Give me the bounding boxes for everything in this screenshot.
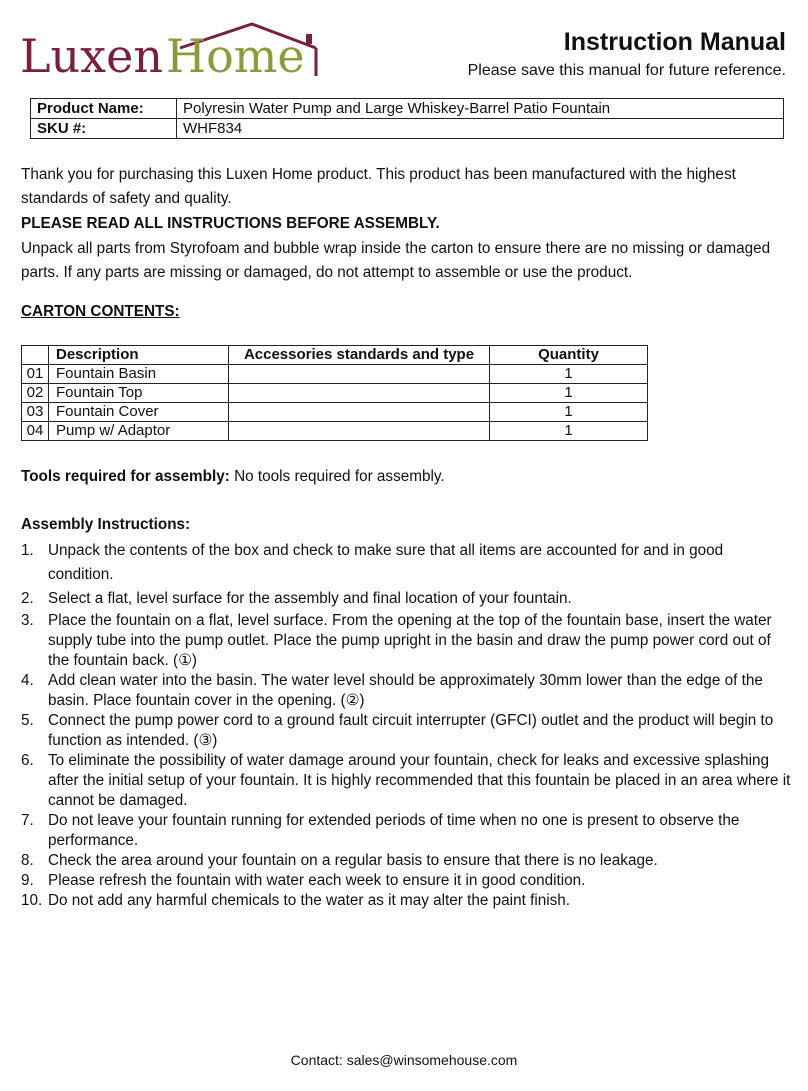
step-number: 1.	[21, 542, 34, 559]
step-number: 10.	[21, 892, 43, 909]
carton-contents-table	[21, 345, 648, 441]
row-accessories	[229, 365, 490, 384]
row-accessories	[229, 403, 490, 422]
step-text: Select a flat, level surface for the assembly and final location of your fountain.	[48, 590, 572, 607]
step-text: To eliminate the possibility of water damage around your fountain, check for leaks and excessive splashing after the initial setup of your fountain. It is highly recommended that this fountain be placed in an area where it cannot be damaged.	[48, 752, 791, 809]
carton-heading: CARTON CONTENTS:	[21, 303, 180, 320]
list-item	[21, 587, 791, 611]
row-number: 03	[22, 403, 49, 422]
footer-contact: Contact: sales@winsomehouse.com	[290, 1052, 518, 1068]
column-header-quantity: Quantity	[490, 346, 648, 365]
table-header-row	[22, 346, 648, 365]
sku-row	[31, 119, 784, 139]
product-name-row	[31, 99, 784, 119]
sku-value: WHF834	[177, 119, 784, 139]
step-number: 3.	[21, 612, 34, 629]
row-quantity: 1	[490, 384, 648, 403]
logo-text-home: Home	[166, 29, 305, 83]
row-accessories	[229, 422, 490, 441]
row-number: 01	[22, 365, 49, 384]
tools-label: Tools required for assembly:	[21, 468, 230, 485]
row-number: 04	[22, 422, 49, 441]
row-quantity: 1	[490, 365, 648, 384]
step-text: Do not add any harmful chemicals to the water as it may alter the paint finish.	[48, 892, 571, 909]
intro-unpack: Unpack all parts from Styrofoam and bubble wrap inside the carton to ensure there are no missing or damaged parts. If any parts are missing or damaged, do not attempt to assemble or use the product.	[21, 240, 771, 281]
table-row	[22, 365, 648, 384]
intro-thanks: Thank you for purchasing this Luxen Home product. This product has been manufactured with the highest standards of safety and quality.	[21, 166, 736, 207]
manual-subtitle: Please save this manual for future reference.	[467, 62, 786, 79]
column-header-number	[22, 346, 49, 365]
assembly-heading: Assembly Instructions:	[21, 516, 191, 533]
row-description: Pump w/ Adaptor	[49, 422, 229, 441]
tools-text: No tools required for assembly.	[229, 468, 445, 485]
assembly-steps-list	[21, 539, 791, 911]
step-text: Connect the pump power cord to a ground fault circuit interrupter (GFCI) outlet and the product will begin to function as intended. (③)	[48, 712, 774, 749]
list-item	[21, 611, 791, 671]
intro-warning: PLEASE READ ALL INSTRUCTIONS BEFORE ASSEMBLY.	[21, 215, 440, 232]
step-number: 5.	[21, 712, 34, 729]
list-item	[21, 751, 791, 811]
row-quantity: 1	[490, 403, 648, 422]
column-header-description: Description	[49, 346, 229, 365]
step-number: 9.	[21, 872, 34, 889]
table-row	[22, 403, 648, 422]
step-number: 4.	[21, 672, 34, 689]
manual-title: Instruction Manual	[563, 28, 786, 56]
row-description: Fountain Basin	[49, 365, 229, 384]
product-info-table	[30, 98, 784, 139]
row-description: Fountain Cover	[49, 403, 229, 422]
step-text: Do not leave your fountain running for extended periods of time when no one is present to observe the performance.	[48, 812, 740, 849]
list-item	[21, 851, 791, 871]
list-item	[21, 811, 791, 851]
list-item	[21, 671, 791, 711]
step-text: Add clean water into the basin. The water level should be approximately 30mm lower than the edge of the basin. Place fountain cover in the opening. (②)	[48, 672, 763, 709]
row-number: 02	[22, 384, 49, 403]
list-item	[21, 539, 791, 587]
list-item	[21, 871, 791, 891]
step-text: Check the area around your fountain on a regular basis to ensure that there is no leakage.	[48, 852, 658, 869]
row-description: Fountain Top	[49, 384, 229, 403]
column-header-accessories: Accessories standards and type	[229, 346, 490, 365]
step-number: 8.	[21, 852, 34, 869]
step-text: Unpack the contents of the box and check to make sure that all items are accounted for and in good condition.	[48, 542, 724, 583]
brand-logo	[20, 20, 320, 82]
table-row	[22, 384, 648, 403]
table-row	[22, 422, 648, 441]
list-item	[21, 711, 791, 751]
product-name-value: Polyresin Water Pump and Large Whiskey-Barrel Patio Fountain	[177, 99, 784, 119]
row-quantity: 1	[490, 422, 648, 441]
sku-label: SKU #:	[31, 119, 177, 139]
tools-line	[21, 465, 791, 489]
row-accessories	[229, 384, 490, 403]
step-text: Place the fountain on a flat, level surface. From the opening at the top of the fountain base, insert the water supply tube into the pump outlet. Place the pump upright in the basin and draw the pump power cord out of the fountain back. (①)	[48, 612, 772, 669]
logo-text-luxen: Luxen	[20, 29, 163, 83]
list-item	[21, 891, 791, 911]
step-number: 2.	[21, 590, 34, 607]
product-name-label: Product Name:	[31, 99, 177, 119]
step-text: Please refresh the fountain with water each week to ensure it in good condition.	[48, 872, 586, 889]
step-number: 6.	[21, 752, 34, 769]
step-number: 7.	[21, 812, 34, 829]
